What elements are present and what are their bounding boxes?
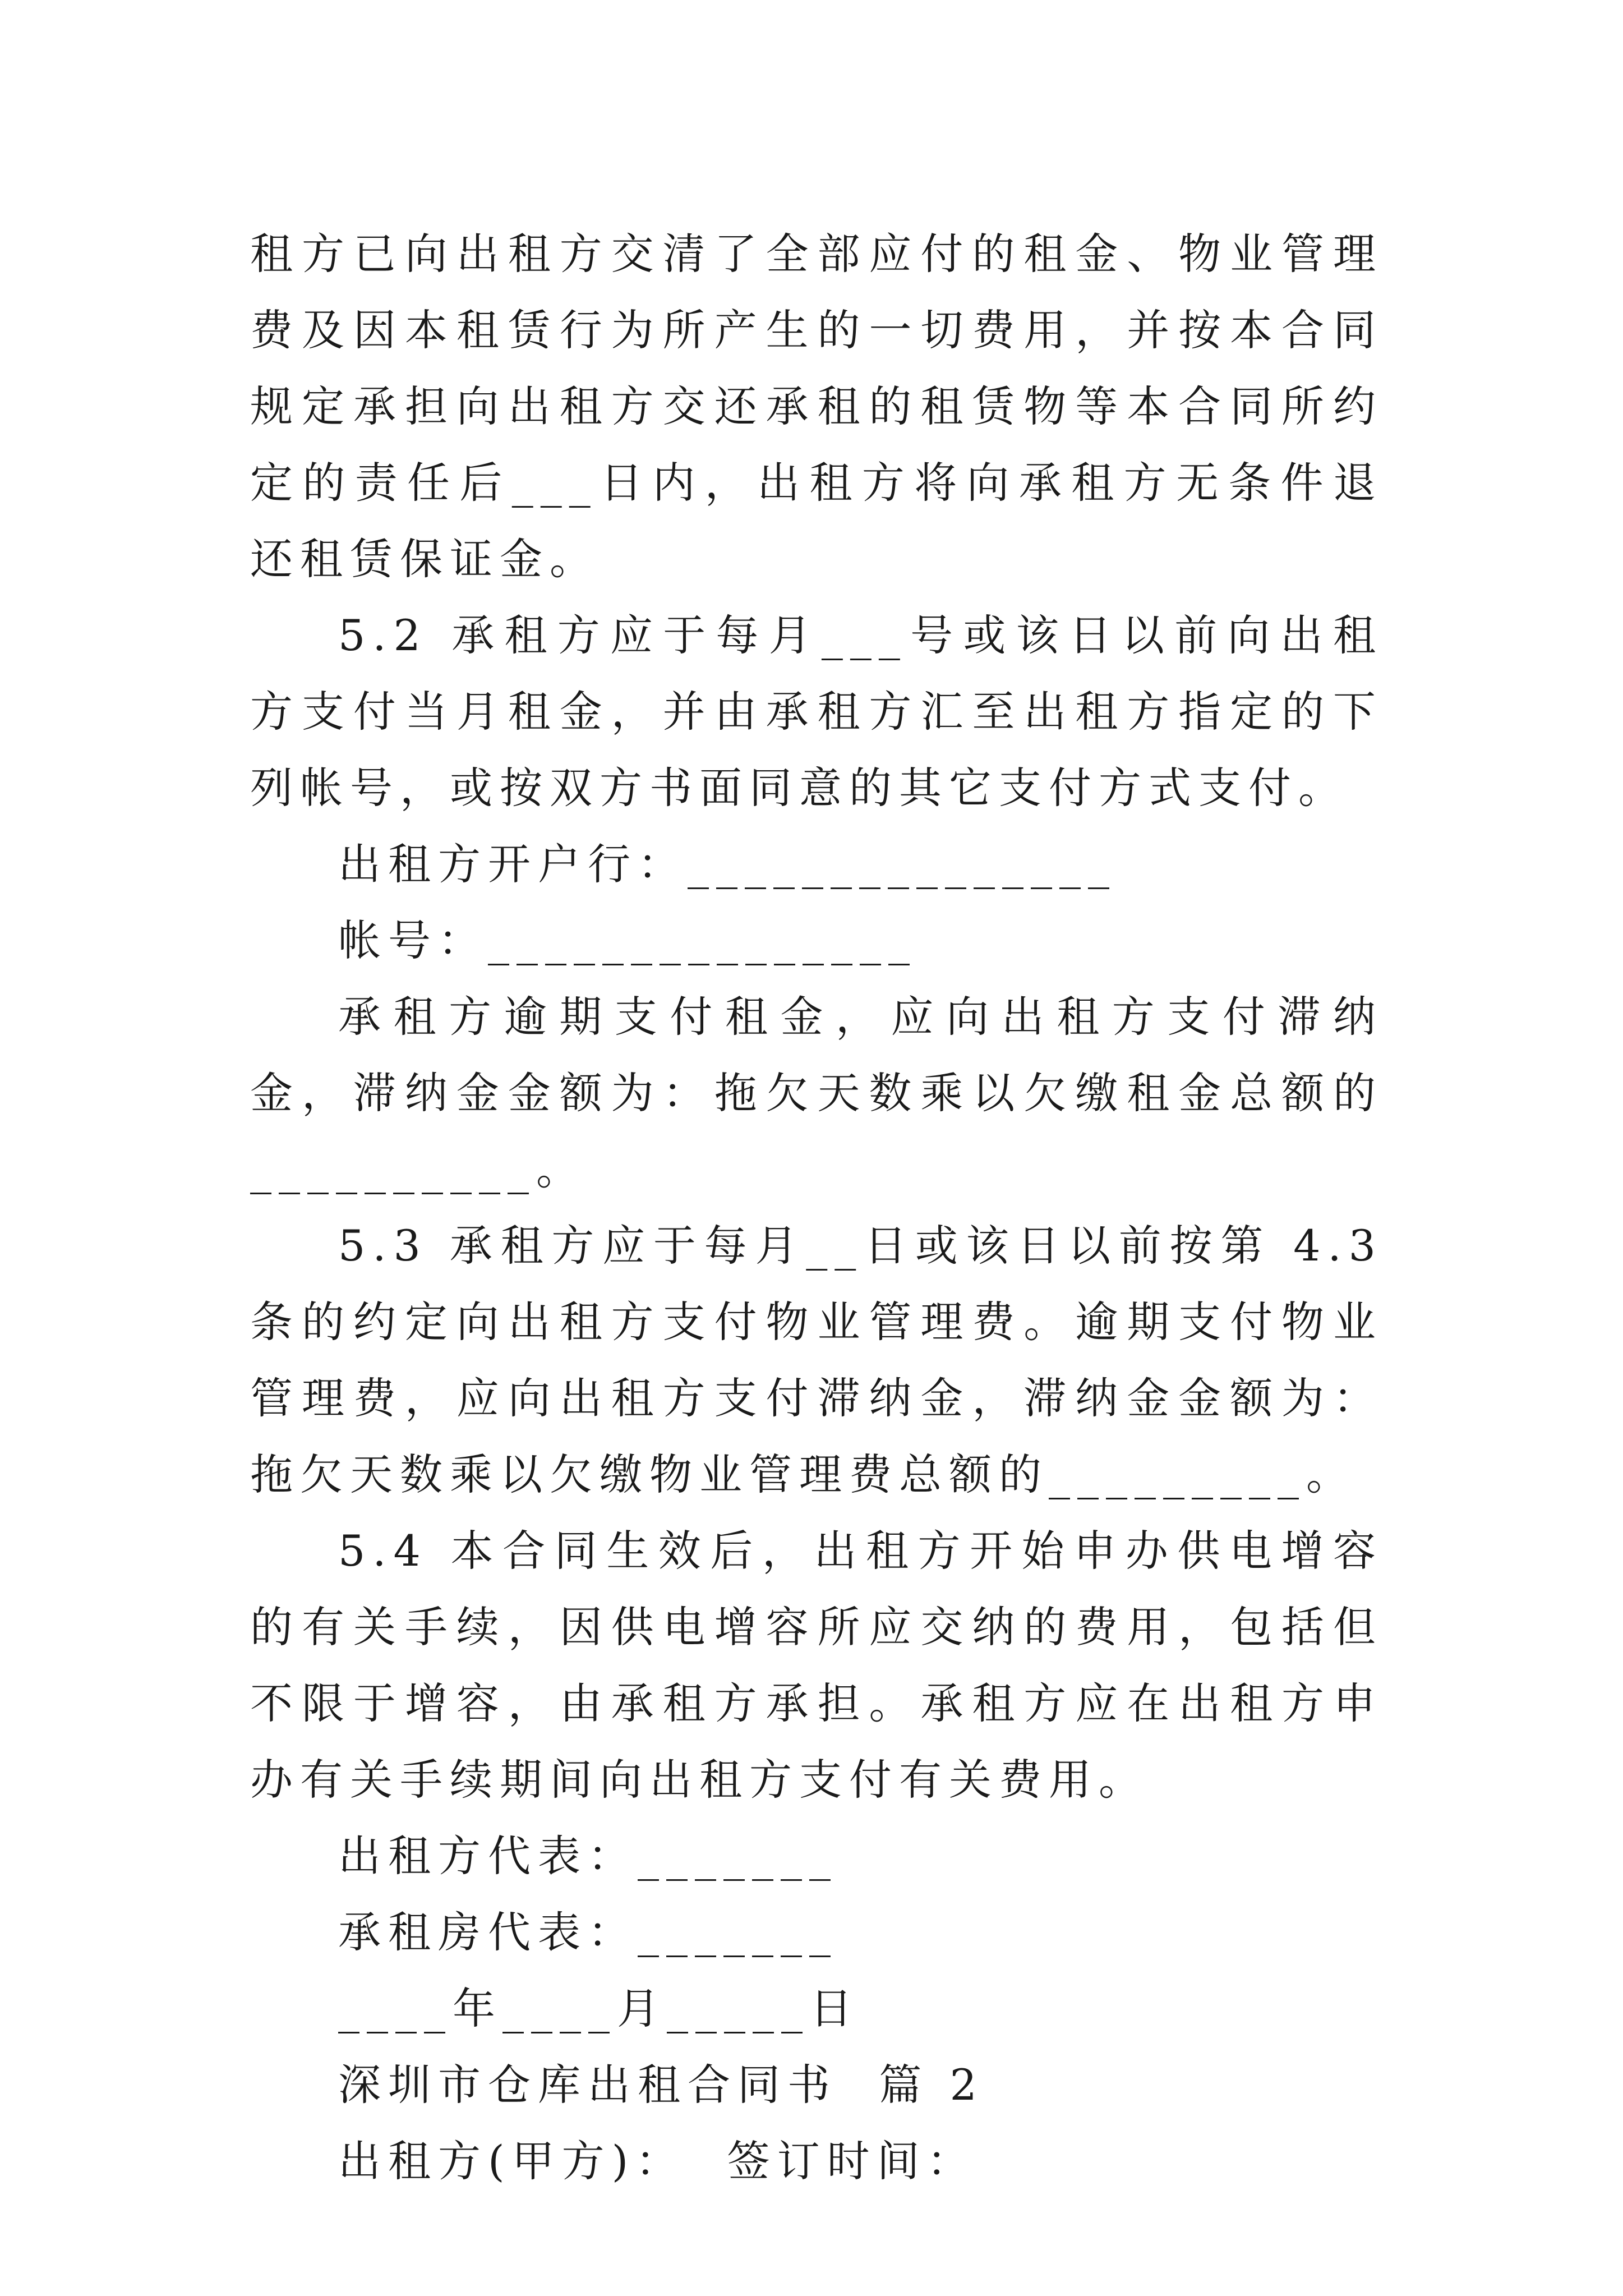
- paragraph-date-line: ____年____月_____日: [338, 1984, 860, 2033]
- paragraph-lessor-bank: 出租方开户行：_______________: [338, 839, 1117, 889]
- document-body: [250, 216, 1404, 2200]
- paragraph-deposit-refund: 租方已向出租方交清了全部应付的租金、物业管理费及因本租赁行为所产生的一切费用，并按本合同规定承担向出租方交还承租的租赁物等本合同所约定的责任后___日内，出租方将向承租方无条件退还租赁保证金。: [250, 229, 1383, 584]
- paragraph-clause-5-2: 5.2 承租方应于每月___号或该日以前向出租方支付当月租金，并由承租方汇至出租方指定的下列帐号，或按双方书面同意的其它支付方式支付。: [250, 610, 1383, 813]
- paragraph-rent-late-fee: 承租方逾期支付租金，应向出租方支付滞纳金，滞纳金金额为：拖欠天数乘以欠缴租金总额的__________。: [250, 992, 1383, 1194]
- paragraph-clause-5-4: 5.4 本合同生效后，出租方开始申办供电增容的有关手续，因供电增容所应交纳的费用，包括但不限于增容，由承租方承担。承租方应在出租方申办有关手续期间向出租方支付有关费用。: [250, 1526, 1383, 1805]
- paragraph-lessee-representative: 承租房代表：_______: [338, 1907, 838, 1957]
- paragraph-lessor-representative: 出租方代表：_______: [338, 1831, 838, 1881]
- section-title-part-2: 深圳市仓库出租合同书 篇 2: [338, 2060, 984, 2110]
- paragraph-lessor-party-a: 出租方(甲方)： 签订时间：: [338, 2136, 977, 2186]
- paragraph-account-number: 帐号：_______________: [338, 915, 917, 965]
- paragraph-clause-5-3: 5.3 承租方应于每月__日或该日以前按第 4.3 条的约定向出租方支付物业管理费。逾期支付物业管理费，应向出租方支付滞纳金，滞纳金金额为：拖欠天数乘以欠缴物业管理费总额的_________。: [250, 1221, 1404, 1499]
